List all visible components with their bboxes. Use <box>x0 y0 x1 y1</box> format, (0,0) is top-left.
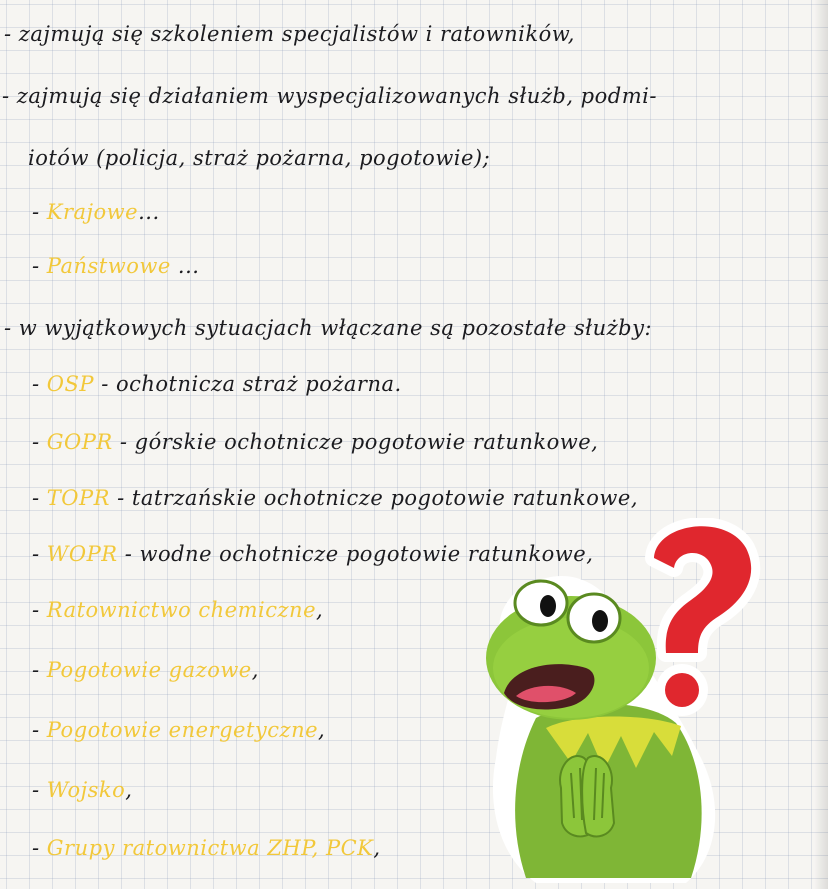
note-line-1 <box>4 20 575 48</box>
bullet: - <box>4 316 19 340</box>
bullet: - <box>32 778 47 802</box>
highlighted-term-orgs: ZHP, PCK <box>260 836 374 860</box>
bullet: - <box>32 542 47 566</box>
note-text: zajmują się działaniem wyspecjalizowanych służb, podmi- <box>16 84 657 108</box>
note-line-9 <box>32 484 638 512</box>
highlighted-term: WOPR <box>46 542 118 566</box>
highlighted-term: Grupy ratownictwa <box>46 836 261 860</box>
note-suffix: ... <box>170 254 200 278</box>
bullet: - <box>32 658 47 682</box>
note-suffix: ... <box>138 200 160 224</box>
highlighted-term: Ratownictwo chemiczne <box>46 598 317 622</box>
note-line-5 <box>32 252 199 280</box>
note-suffix: , <box>318 718 326 742</box>
note-text: w wyjątkowych sytuacjach włączane są pozostałe służby: <box>18 316 653 340</box>
note-line-6 <box>4 314 652 342</box>
note-text: - ochotnicza straż pożarna. <box>94 372 402 396</box>
note-line-14 <box>32 776 132 804</box>
page-edge-shadow <box>814 0 828 889</box>
note-line-4 <box>32 198 160 226</box>
note-line-13 <box>32 716 325 744</box>
note-line-12 <box>32 656 259 684</box>
bullet: - <box>32 718 47 742</box>
note-line-8 <box>32 428 598 456</box>
highlighted-term: Pogotowie energetyczne <box>46 718 319 742</box>
note-line-3 <box>28 144 490 172</box>
bullet: - <box>32 200 47 224</box>
note-suffix: , <box>316 598 324 622</box>
highlighted-term: OSP <box>46 372 95 396</box>
note-line-15 <box>32 834 381 862</box>
note-text: - wodne ochotnicze pogotowie ratunkowe, <box>117 542 594 566</box>
note-text: zajmują się szkoleniem specjalistów i ratowników, <box>18 22 575 46</box>
bullet: - <box>32 430 47 454</box>
bullet: - <box>32 372 47 396</box>
note-text: iotów (policja, straż pożarna, pogotowie); <box>28 146 491 170</box>
note-suffix: , <box>125 778 133 802</box>
note-text: - górskie ochotnicze pogotowie ratunkowe, <box>112 430 599 454</box>
bullet: - <box>32 254 47 278</box>
bullet: - <box>4 22 19 46</box>
highlighted-term: Państwowe <box>46 254 171 278</box>
highlighted-term: Krajowe <box>46 200 139 224</box>
note-line-2 <box>2 82 657 110</box>
highlighted-term: Pogotowie gazowe <box>46 658 252 682</box>
note-suffix: , <box>373 836 381 860</box>
highlighted-term: GOPR <box>46 430 113 454</box>
highlighted-term: Wojsko <box>46 778 126 802</box>
note-line-7 <box>32 370 402 398</box>
bullet: - <box>32 486 47 510</box>
bullet: - <box>32 598 47 622</box>
note-line-11 <box>32 596 323 624</box>
note-suffix: , <box>251 658 259 682</box>
note-text: - tatrzańskie ochotnicze pogotowie ratunkowe, <box>109 486 638 510</box>
kermit-question-sticker-icon <box>476 518 766 888</box>
highlighted-term: TOPR <box>46 486 110 510</box>
bullet: - <box>2 84 17 108</box>
bullet: - <box>32 836 47 860</box>
